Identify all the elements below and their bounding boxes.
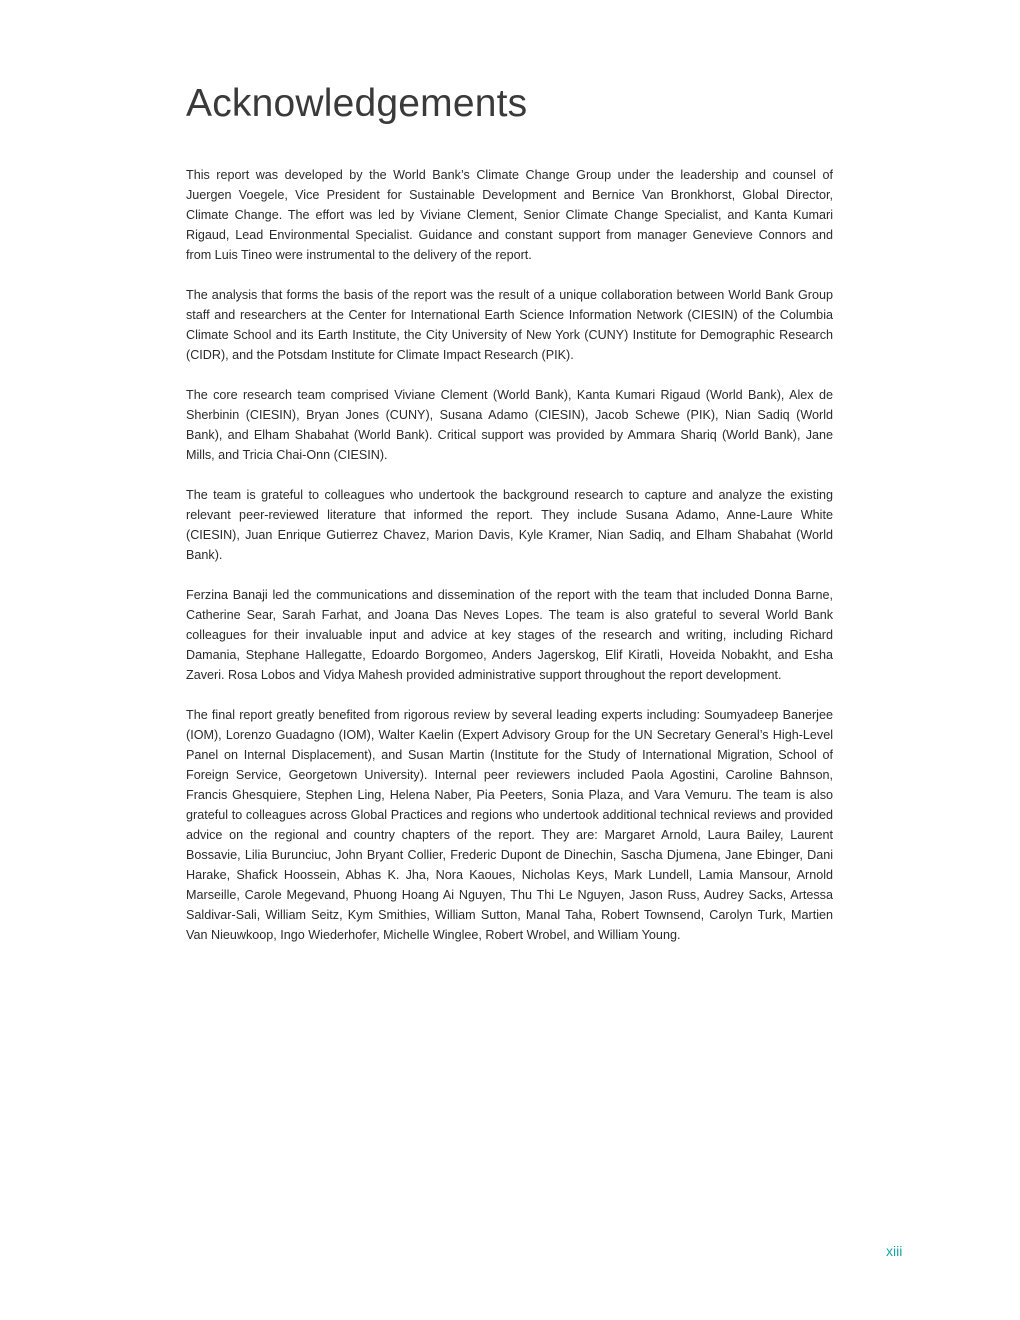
page-number: xiii xyxy=(886,1243,903,1259)
paragraph-core-team: The core research team comprised Viviane Clement (World Bank), Kanta Kumari Rigaud (World Bank), Alex de Sherbinin (CIESIN), Bryan Jones (CUNY), Susana Adamo (CIESIN), Jacob Schewe (PIK), Nian Sadiq (World Bank), and Elham Shabahat (World Bank). Critical support was provided by Ammara Shariq (World Bank), Jane Mills, and Tricia Chai-Onn (CIESIN). xyxy=(186,388,833,462)
paragraph-analysis: The analysis that forms the basis of the report was the result of a unique collaboration between World Bank Group staff and researchers at the Center for International Earth Science Information Network (CIESIN) of the Columbia Climate School and its Earth Institute, the City University of New York (CUNY) Institute for Demographic Research (CIDR), and the Potsdam Institute for Climate Impact Research (PIK). xyxy=(186,288,833,362)
paragraph-reviewers: The final report greatly benefited from rigorous review by several leading experts including: Soumyadeep Banerjee (IOM), Lorenzo Guadagno (IOM), Walter Kaelin (Expert Advisory Group for the UN Secretary General’s High-Level Panel on Internal Displacement), and Susan Martin (Institute for the Study of International Migration, School of Foreign Service, Georgetown University). Internal peer reviewers included Paola Agostini, Caroline Bahnson, Francis Ghesquiere, Stephen Ling, Helena Naber, Pia Peeters, Sonia Plaza, and Vara Vemuru. The team is also grateful to colleagues across Global Practices and regions who undertook additional technical reviews and provided advice on the regional and country chapters of the report. They are: Margaret Arnold, Laura Bailey, Laurent Bossavie, Lilia Burunciuc, John Bryant Collier, Frederic Dupont de Dinechin, Sascha Djumena, Jane Ebinger, Dani Harake, Shafick Hoossein, Abhas K. Jha, Nora Kaoues, Nicholas Keys, Mark Lundell, Lamia Mansour, Arnold Marseille, Carole Megevand, Phuong Hoang Ai Nguyen, Thu Thi Le Nguyen, Jason Russ, Audrey Sacks, Artessa Saldivar-Sali, William Seitz, Kym Smithies, William Sutton, Manal Taha, Robert Townsend, Carolyn Turk, Martien Van Nieuwkoop, Ingo Wiederhofer, Michelle Winglee, Robert Wrobel, and William Young. xyxy=(186,708,833,942)
paragraph-intro: This report was developed by the World Bank’s Climate Change Group under the leadership and counsel of Juergen Voegele, Vice President for Sustainable Development and Bernice Van Bronkhorst, Global Director, Climate Change. The effort was led by Viviane Clement, Senior Climate Change Specialist, and Kanta Kumari Rigaud, Lead Environmental Specialist. Guidance and constant support from manager Genevieve Connors and from Luis Tineo were instrumental to the delivery of the report. xyxy=(186,168,833,262)
body-text xyxy=(186,165,833,965)
paragraph-background-research: The team is grateful to colleagues who undertook the background research to capture and analyze the existing relevant peer-reviewed literature that informed the report. They include Susana Adamo, Anne-Laure White (CIESIN), Juan Enrique Gutierrez Chavez, Marion Davis, Kyle Kramer, Nian Sadiq, and Elham Shabahat (World Bank). xyxy=(186,488,833,562)
paragraph-communications: Ferzina Banaji led the communications and dissemination of the report with the team that included Donna Barne, Catherine Sear, Sarah Farhat, and Joana Das Neves Lopes. The team is also grateful to several World Bank colleagues for their invaluable input and advice at key stages of the research and writing, including Richard Damania, Stephane Hallegatte, Edoardo Borgomeo, Anders Jagerskog, Elif Kiratli, Hoveida Nobakht, and Esha Zaveri. Rosa Lobos and Vidya Mahesh provided administrative support throughout the report development. xyxy=(186,588,833,682)
page-title: Acknowledgements xyxy=(186,82,528,125)
